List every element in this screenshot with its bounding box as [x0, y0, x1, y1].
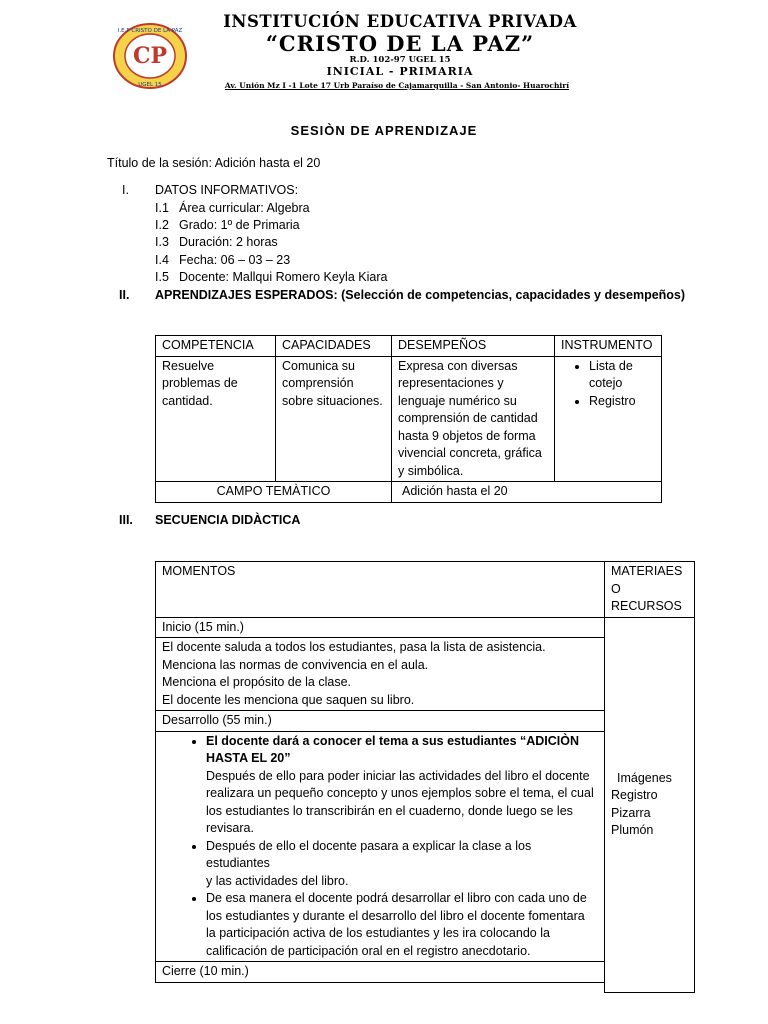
competencia-line: Resuelve [162, 358, 215, 373]
desarrollo-line: los estudiantes lo transcribirán en el cuaderno, donde luego se les [206, 803, 573, 818]
info-num-2: I.2 [155, 218, 169, 232]
info-num-5: I.5 [155, 270, 169, 284]
cierre-label: Cierre (10 min.) [156, 962, 605, 983]
section2-heading: APRENDIZAJES ESPERADOS: (Selección de competencias, capacidades y desempeños) [155, 288, 686, 302]
desarrollo-content [156, 731, 605, 962]
desarrollo-line: • Después de ello el docente pasara a explicar la clase a los estudiantes [206, 838, 532, 870]
desempeno-line: vivencial concreta, gráfica [398, 446, 542, 460]
svg-text:CP: CP [132, 43, 168, 69]
header-school-name: “CRISTO DE LA PAZ” [265, 31, 535, 56]
section3-heading: SECUENCIA DIDÀCTICA [155, 513, 301, 527]
inicio-label: Inicio (15 min.) [156, 617, 605, 638]
header-levels: INICIAL - PRIMARIA [326, 65, 474, 78]
campo-tematico-value: Adición hasta el 20 [392, 482, 662, 503]
inicio-line: El docente saluda a todos los estudiantes, pasa la lista de asistencia. [162, 640, 546, 654]
desempeno-line: representaciones y [398, 376, 504, 390]
desarrollo-line: revisara. [206, 821, 254, 835]
cell-desempenos [392, 356, 555, 482]
desarrollo-line: calificación de participación oral en el registro anecdotario. [206, 943, 531, 958]
spacer [156, 982, 605, 993]
desarrollo-line: • De esa manera el docente podrá desarrollar el libro con cada uno de [206, 891, 587, 905]
instrument-line: • Lista de [589, 358, 633, 373]
desarrollo-line: Después de ello para poder iniciar las actividades del libro el docente [206, 768, 590, 783]
info-item-date: Fecha: 06 – 03 – 23 [179, 253, 291, 267]
document-title: SESIÒN DE APRENDIZAJE [290, 123, 478, 138]
desarrollo-label: Desarrollo (55 min.) [156, 711, 605, 732]
cell-instrumento [555, 356, 662, 482]
desempeno-line: comprensión de cantidad [398, 411, 538, 425]
session-title: Título de la sesión: Adición hasta el 20 [107, 156, 321, 170]
header-resolution: R.D. 102-97 UGEL 15 [349, 55, 451, 65]
inicio-line: Menciona el propósito de la clase. [162, 675, 352, 689]
instrument-item [589, 393, 655, 411]
school-logo [112, 22, 188, 90]
desempeno-line: hasta 9 objetos de forma [398, 428, 536, 443]
desarrollo-line: los estudiantes y durante el desarrollo del libro el docente fomentara [206, 908, 585, 923]
material-item: Registro [611, 788, 658, 803]
instrument-line: cotejo [589, 376, 623, 390]
desarrollo-line: realizara un pequeño concepto y unos ejemplos sobre el tema, el cual [206, 786, 594, 800]
material-item: Pizarra [611, 805, 651, 820]
header-capacidades: CAPACIDADES [276, 336, 392, 357]
competencies-table [155, 335, 662, 503]
materiales-header-line: MATERIAES [611, 564, 683, 578]
desarrollo-bullet [206, 890, 598, 960]
svg-text:UGEL 15: UGEL 15 [138, 82, 162, 88]
desarrollo-line: la participación activa de los estudiantes y les ira colocando la [206, 926, 550, 940]
svg-text:I.E.P CRISTO DE LA PAZ: I.E.P CRISTO DE LA PAZ [117, 28, 183, 34]
material-item: Imágenes [617, 770, 672, 785]
desarrollo-line: • El docente dará a conocer el tema a sus estudiantes “ADICIÒN [206, 733, 580, 748]
header-materiales [605, 562, 695, 618]
materiales-header-line: O RECURSOS [611, 581, 682, 613]
info-num-1: I.1 [155, 201, 169, 215]
material-item: Plumón [611, 823, 654, 838]
competencia-line: cantidad. [162, 393, 213, 408]
header-institution-type: INSTITUCIÓN EDUCATIVA PRIVADA [223, 12, 577, 31]
competencia-line: problemas de [162, 376, 238, 390]
desempeno-line: y simbólica. [398, 463, 464, 478]
instrument-item [589, 358, 655, 393]
desarrollo-line: y las actividades del libro. [206, 873, 349, 888]
section2-number: II. [119, 288, 130, 302]
desarrollo-bullet [206, 838, 598, 891]
section1-number: I. [122, 183, 129, 197]
capacidad-line: comprensión [282, 376, 354, 390]
header-competencia: COMPETENCIA [156, 336, 276, 357]
info-item-teacher: Docente: Mallqui Romero Keyla Kiara [179, 270, 388, 284]
info-num-3: I.3 [155, 235, 169, 249]
desempeno-line: Expresa con diversas [398, 358, 518, 373]
info-item-grade: Grado: 1º de Primaria [179, 218, 300, 232]
info-item-duration: Duración: 2 horas [179, 235, 278, 249]
section3-number: III. [119, 513, 133, 527]
inicio-line: El docente les menciona que saquen su libro. [162, 692, 415, 707]
info-item-area: Área curricular: Algebra [179, 201, 310, 215]
inicio-content [156, 638, 605, 711]
desempeno-line: lenguaje numérico su [398, 393, 517, 408]
cell-competencia [156, 356, 276, 482]
header-desempenos: DESEMPEÑOS [392, 336, 555, 357]
cell-capacidades [276, 356, 392, 482]
info-num-4: I.4 [155, 253, 169, 267]
header-address: Av. Unión Mz I -1 Lote 17 Urb Paraíso de Cajamarquilla - San Antonio- Huarochirí [224, 81, 570, 90]
didactic-sequence-table [155, 561, 695, 993]
header-momentos: MOMENTOS [156, 562, 605, 618]
instrument-line: • Registro [589, 393, 636, 408]
desarrollo-line: HASTA EL 20” [206, 751, 291, 765]
section1-heading: DATOS INFORMATIVOS: [155, 183, 299, 197]
capacidad-line: sobre situaciones. [282, 393, 383, 408]
inicio-line: Menciona las normas de convivencia en el aula. [162, 657, 429, 672]
capacidad-line: Comunica su [282, 358, 355, 373]
cell-materiales [605, 617, 695, 993]
campo-tematico-label: CAMPO TEMÀTICO [156, 482, 392, 503]
desarrollo-bullet [206, 733, 598, 838]
header-instrumento: INSTRUMENTO [555, 336, 662, 357]
